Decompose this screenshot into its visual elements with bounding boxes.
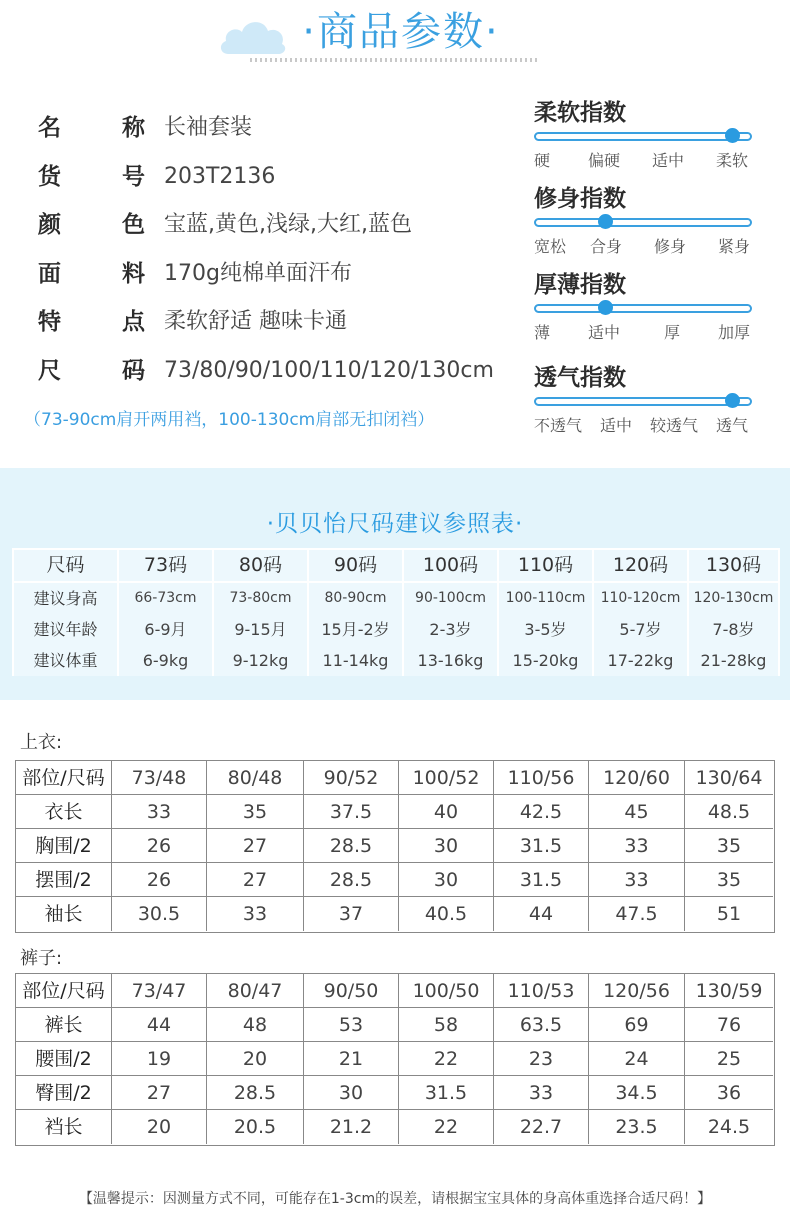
index-marker xyxy=(598,300,613,315)
index-track xyxy=(534,132,752,141)
index-label: 柔软 xyxy=(716,151,749,170)
table-cell: 37.5 xyxy=(304,795,399,829)
table-cell: 44 xyxy=(112,1008,207,1042)
table-cell: 34.5 xyxy=(589,1076,685,1110)
table-cell: 80码 xyxy=(214,550,307,581)
table-cell: 23.5 xyxy=(589,1110,685,1144)
table-header-row xyxy=(16,974,773,1008)
index-label: 不透气 xyxy=(534,416,583,435)
table-cell: 7-8岁 xyxy=(689,614,778,645)
index-label: 修身 xyxy=(654,237,687,256)
table-cell: 30.5 xyxy=(112,897,207,931)
table-cell: 部位/尺码 xyxy=(16,761,112,795)
table-cell: 摆围/2 xyxy=(16,863,112,897)
table-cell: 130/64 xyxy=(695,767,763,789)
table-cell: 建议年龄 xyxy=(14,614,117,645)
title-underline xyxy=(250,58,540,62)
table-row xyxy=(16,1008,773,1042)
table-cell: 110/56 xyxy=(494,761,589,795)
table-cell: 裤长 xyxy=(16,1008,112,1042)
table-cell: 臀围/2 xyxy=(16,1076,112,1110)
table-cell: 26 xyxy=(112,863,207,897)
index-labels xyxy=(534,234,754,256)
table-cell: 30 xyxy=(399,863,494,897)
table-cell: 31.5 xyxy=(399,1076,494,1110)
spec-value: 170g纯棉单面汗布 xyxy=(164,261,352,286)
index-label: 适中 xyxy=(588,323,621,342)
index-label: 合身 xyxy=(590,237,623,256)
top-measurement-table xyxy=(15,760,775,933)
spec-label: 色 xyxy=(122,212,145,238)
table-cell: 73/47 xyxy=(112,974,207,1008)
index-marker xyxy=(598,214,613,229)
table-cell: 42.5 xyxy=(494,795,589,829)
table-cell: 120/60 xyxy=(589,761,685,795)
table-cell: 73-80cm xyxy=(214,583,307,614)
index-label: 薄 xyxy=(534,323,551,342)
table-cell: 100/52 xyxy=(399,761,494,795)
table-cell: 80/47 xyxy=(207,974,304,1008)
table-cell: 20.5 xyxy=(207,1110,304,1144)
table-row xyxy=(14,583,778,614)
spec-value: 203T2136 xyxy=(164,164,276,189)
table-row xyxy=(16,897,773,931)
table-cell: 31.5 xyxy=(494,863,589,897)
table-cell: 33 xyxy=(589,863,685,897)
table-row xyxy=(14,645,778,676)
table-cell: 6-9kg xyxy=(119,645,212,676)
spec-value: 长袖套装 xyxy=(164,115,253,140)
index-label: 较透气 xyxy=(650,416,699,435)
table-cell: 27 xyxy=(207,829,304,863)
spec-value: 73/80/90/100/110/120/130cm xyxy=(164,358,494,383)
table-cell: 90/52 xyxy=(304,761,399,795)
spec-label: 面 xyxy=(38,261,61,287)
table-cell: 22 xyxy=(399,1110,494,1144)
table-cell: 120-130cm xyxy=(689,583,778,614)
table-cell: 尺码 xyxy=(14,550,117,581)
table-cell: 100码 xyxy=(404,550,497,581)
index-labels xyxy=(534,148,754,170)
table-cell: 24.5 xyxy=(707,1116,751,1138)
table-row xyxy=(16,1076,773,1110)
measurement-tip: 【温馨提示：因测量方式不同，可能存在1-3cm的误差，请根据宝宝具体的身高体重选择合适尺码！】 xyxy=(78,1191,712,1207)
table-cell: 110-120cm xyxy=(594,583,687,614)
spec-label: 号 xyxy=(122,164,145,190)
table-cell: 28.5 xyxy=(207,1076,304,1110)
table-cell: 裆长 xyxy=(16,1110,112,1144)
table-cell: 17-22kg xyxy=(594,645,687,676)
table-cell: 130/59 xyxy=(695,980,763,1002)
index-label: 硬 xyxy=(534,151,551,170)
table-cell: 100-110cm xyxy=(499,583,592,614)
table-cell: 21.2 xyxy=(304,1110,399,1144)
size-chart-table xyxy=(12,548,780,676)
table-row xyxy=(16,1042,773,1076)
fit-index xyxy=(534,184,754,256)
spec-label: 料 xyxy=(122,261,145,287)
table-cell: 9-12kg xyxy=(214,645,307,676)
table-row xyxy=(14,614,778,645)
spec-value: 宝蓝,黄色,浅绿,大红,蓝色 xyxy=(164,212,412,237)
table-cell: 22 xyxy=(399,1042,494,1076)
table-cell: 48.5 xyxy=(707,801,751,823)
table-cell: 33 xyxy=(494,1076,589,1110)
table-cell: 袖长 xyxy=(16,897,112,931)
table-cell: 5-7岁 xyxy=(594,614,687,645)
table-cell: 69 xyxy=(589,1008,685,1042)
table-row xyxy=(16,1110,773,1144)
index-marker xyxy=(725,393,740,408)
table-cell: 27 xyxy=(207,863,304,897)
table-cell: 6-9月 xyxy=(119,614,212,645)
index-label: 适中 xyxy=(600,416,633,435)
index-label: 厚 xyxy=(664,323,681,342)
table-cell: 33 xyxy=(589,829,685,863)
spec-label: 货 xyxy=(38,164,61,190)
spec-label: 特 xyxy=(38,309,61,335)
table-cell: 21 xyxy=(304,1042,399,1076)
table-cell: 建议身高 xyxy=(14,583,117,614)
table-cell: 13-16kg xyxy=(404,645,497,676)
table-row xyxy=(16,863,773,897)
table-cell: 19 xyxy=(112,1042,207,1076)
spec-label: 名 xyxy=(38,115,61,141)
table-row xyxy=(16,795,773,829)
index-label: 紧身 xyxy=(718,237,751,256)
table-cell: 30 xyxy=(399,829,494,863)
breathability-index xyxy=(534,363,754,435)
index-label: 透气 xyxy=(716,416,749,435)
index-track xyxy=(534,304,752,313)
table-cell: 建议体重 xyxy=(14,645,117,676)
table-header-row xyxy=(16,761,773,795)
table-cell: 27 xyxy=(112,1076,207,1110)
index-track xyxy=(534,397,752,406)
table-cell: 31.5 xyxy=(494,829,589,863)
spec-label: 尺 xyxy=(38,358,61,384)
table-cell: 73码 xyxy=(119,550,212,581)
top-section-label: 上衣: xyxy=(20,732,63,753)
table-cell: 33 xyxy=(207,897,304,931)
table-cell: 51 xyxy=(716,903,742,925)
table-cell: 63.5 xyxy=(494,1008,589,1042)
table-cell: 76 xyxy=(716,1014,742,1036)
table-cell: 130码 xyxy=(689,550,778,581)
thickness-index xyxy=(534,270,754,342)
page-header xyxy=(0,0,790,70)
index-label: 适中 xyxy=(652,151,685,170)
table-cell: 45 xyxy=(589,795,685,829)
index-marker xyxy=(725,128,740,143)
table-cell: 28.5 xyxy=(304,829,399,863)
softness-index xyxy=(534,98,754,170)
table-cell: 26 xyxy=(112,829,207,863)
index-track xyxy=(534,218,752,227)
size-chart-title: ·贝贝怡尺码建议参照表· xyxy=(266,511,524,537)
table-cell: 30 xyxy=(304,1076,399,1110)
table-cell: 35 xyxy=(207,795,304,829)
pants-measurement-table xyxy=(15,973,775,1146)
table-cell: 2-3岁 xyxy=(404,614,497,645)
index-title: 修身指数 xyxy=(534,186,626,212)
index-title: 透气指数 xyxy=(534,365,626,391)
table-cell: 23 xyxy=(494,1042,589,1076)
table-cell: 40 xyxy=(399,795,494,829)
table-cell: 90-100cm xyxy=(404,583,497,614)
index-labels xyxy=(534,413,754,435)
table-cell: 22.7 xyxy=(494,1110,589,1144)
table-cell: 110/53 xyxy=(494,974,589,1008)
table-cell: 110码 xyxy=(499,550,592,581)
table-cell: 15月-2岁 xyxy=(309,614,402,645)
table-cell: 73/48 xyxy=(112,761,207,795)
page-title: ·商品参数· xyxy=(302,9,500,55)
index-label: 偏硬 xyxy=(588,151,621,170)
table-cell: 3-5岁 xyxy=(499,614,592,645)
table-cell: 9-15月 xyxy=(214,614,307,645)
table-row xyxy=(16,829,773,863)
table-cell: 21-28kg xyxy=(689,645,778,676)
cloud-icon xyxy=(218,14,288,56)
pants-section-label: 裤子: xyxy=(20,948,63,969)
size-chart-header xyxy=(14,550,778,581)
spec-label: 颜 xyxy=(38,212,61,238)
table-cell: 58 xyxy=(399,1008,494,1042)
spec-label: 称 xyxy=(122,115,145,141)
table-cell: 120码 xyxy=(594,550,687,581)
table-cell: 90码 xyxy=(309,550,402,581)
table-cell: 20 xyxy=(112,1110,207,1144)
crotch-note: （73-90cm肩开两用裆，100-130cm肩部无扣闭裆） xyxy=(24,410,435,430)
table-cell: 66-73cm xyxy=(119,583,212,614)
table-cell: 80-90cm xyxy=(309,583,402,614)
table-cell: 20 xyxy=(207,1042,304,1076)
index-label: 宽松 xyxy=(534,237,567,256)
index-title: 厚薄指数 xyxy=(534,272,626,298)
index-title: 柔软指数 xyxy=(534,100,626,126)
table-cell: 120/56 xyxy=(589,974,685,1008)
table-cell: 53 xyxy=(304,1008,399,1042)
table-cell: 25 xyxy=(716,1048,742,1070)
table-cell: 100/50 xyxy=(399,974,494,1008)
table-cell: 80/48 xyxy=(207,761,304,795)
table-cell: 33 xyxy=(112,795,207,829)
table-cell: 15-20kg xyxy=(499,645,592,676)
table-cell: 24 xyxy=(589,1042,685,1076)
table-cell: 部位/尺码 xyxy=(16,974,112,1008)
table-cell: 35 xyxy=(716,835,742,857)
table-cell: 腰围/2 xyxy=(16,1042,112,1076)
table-cell: 11-14kg xyxy=(309,645,402,676)
table-cell: 40.5 xyxy=(399,897,494,931)
table-cell: 胸围/2 xyxy=(16,829,112,863)
table-cell: 28.5 xyxy=(304,863,399,897)
table-cell: 44 xyxy=(494,897,589,931)
spec-value: 柔软舒适 趣味卡通 xyxy=(164,309,347,334)
index-label: 加厚 xyxy=(718,323,751,342)
table-cell: 35 xyxy=(716,869,742,891)
spec-label: 点 xyxy=(122,309,145,335)
table-cell: 37 xyxy=(304,897,399,931)
index-labels xyxy=(534,320,754,342)
table-cell: 48 xyxy=(207,1008,304,1042)
table-cell: 47.5 xyxy=(589,897,685,931)
size-chart-section xyxy=(0,468,790,700)
table-cell: 36 xyxy=(716,1082,742,1104)
table-cell: 90/50 xyxy=(304,974,399,1008)
table-cell: 衣长 xyxy=(16,795,112,829)
spec-label: 码 xyxy=(122,358,145,384)
